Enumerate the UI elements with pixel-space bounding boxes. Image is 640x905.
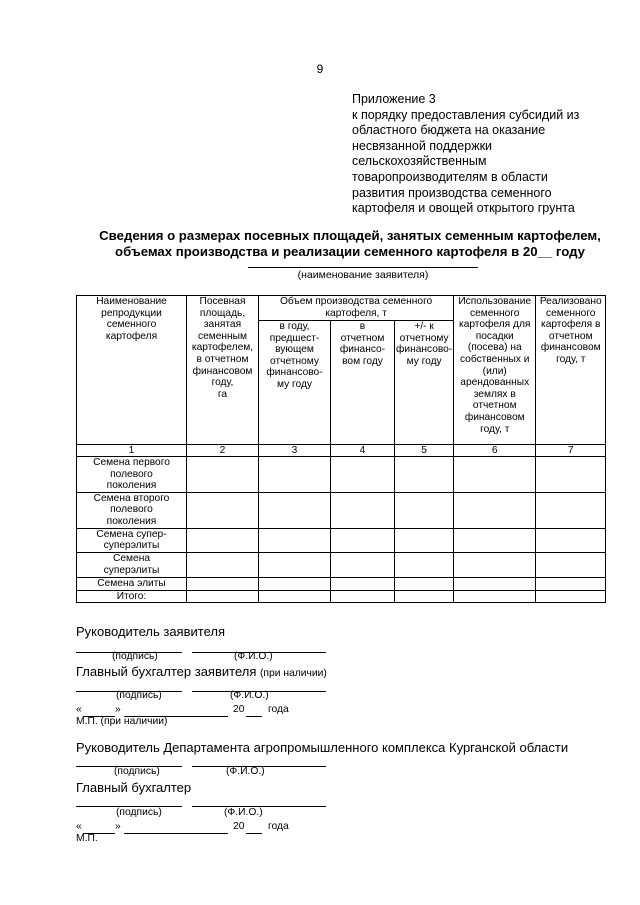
date-suffix: года: [268, 821, 289, 832]
row-label: Семена супер- суперэлиты: [77, 528, 187, 552]
table-cell[interactable]: [454, 577, 536, 590]
date-year-prefix: 20: [233, 821, 245, 832]
title-line: объемах производства и реализации семенного картофеля в 20__ году: [115, 244, 585, 259]
table-cell[interactable]: [395, 552, 454, 577]
date-year-prefix: 20: [233, 704, 245, 715]
date-open-quote: «: [76, 821, 82, 832]
table-cell[interactable]: [536, 492, 606, 528]
table-cell[interactable]: [259, 457, 331, 493]
appendix-line: развития производства семенного: [352, 185, 552, 200]
table-cell[interactable]: [187, 552, 259, 577]
table-cell[interactable]: [187, 457, 259, 493]
header-col-6: Использование семенного картофеля для посадки (посева) на собственных и (или) арендованных землях в отчетном финансовом году, т: [454, 296, 536, 445]
signature-caption: (подпись): [114, 766, 160, 777]
table-cell[interactable]: [187, 577, 259, 590]
table-cell[interactable]: [536, 457, 606, 493]
date-close-quote: »: [115, 821, 121, 832]
table-cell[interactable]: [259, 528, 331, 552]
table-cell[interactable]: [454, 492, 536, 528]
date-open-quote: «: [76, 704, 82, 715]
date-month-line[interactable]: [124, 833, 228, 834]
date-suffix: года: [268, 704, 289, 715]
if-any-note: (при наличии): [260, 668, 327, 679]
table-cell[interactable]: [395, 577, 454, 590]
row-label: Семена первого полевого поколения: [77, 457, 187, 493]
table-cell[interactable]: [259, 590, 331, 603]
applicant-name-line: [248, 267, 478, 268]
row-label: Семена элиты: [77, 577, 187, 590]
signature-caption: (подпись): [116, 690, 162, 701]
table-cell[interactable]: [331, 457, 395, 493]
table-cell[interactable]: [536, 528, 606, 552]
data-table: [76, 295, 606, 603]
row-label: Семена суперэлиты: [77, 552, 187, 577]
table-cell[interactable]: [259, 552, 331, 577]
fio-caption: (Ф.И.О.): [224, 807, 263, 818]
appendix-line: сельскохозяйственным: [352, 154, 487, 169]
table-cell[interactable]: [187, 492, 259, 528]
table-cell[interactable]: [395, 492, 454, 528]
title-line: Сведения о размерах посевных площадей, занятых семенным картофелем,: [99, 228, 601, 243]
table-cell[interactable]: [395, 457, 454, 493]
table-cell[interactable]: [536, 590, 606, 603]
fio-caption: (Ф.И.О.): [226, 766, 265, 777]
header-col-1: Наименование репродукции семенного картофеля: [77, 296, 187, 445]
column-number: 4: [331, 445, 395, 457]
table-cell[interactable]: [331, 577, 395, 590]
table-cell[interactable]: [395, 528, 454, 552]
appendix-line: товаропроизводителям в области: [352, 169, 548, 184]
fio-caption: (Ф.И.О.): [234, 651, 273, 662]
appendix-line: Приложение 3: [352, 92, 436, 106]
chief-accountant-label: Главный бухгалтер: [76, 780, 192, 795]
table-cell[interactable]: [454, 552, 536, 577]
table-cell[interactable]: [331, 552, 395, 577]
table-cell[interactable]: [259, 492, 331, 528]
applicant-caption: (наименование заявителя): [297, 269, 429, 281]
header-col-4: в отчетном финансо- вом году: [331, 321, 395, 445]
signature-caption: (подпись): [112, 651, 158, 662]
fio-caption: (Ф.И.О.): [230, 690, 269, 701]
date-year-line[interactable]: [246, 716, 262, 717]
table-cell[interactable]: [536, 577, 606, 590]
table-cell[interactable]: [454, 457, 536, 493]
header-col-5: +/- к отчетному финансово- му году: [395, 321, 454, 445]
head-department-label: Руководитель Департамента агропромышленного комплекса Курганской области: [76, 740, 569, 755]
column-number: 3: [259, 445, 331, 457]
date-close-quote: »: [115, 704, 121, 715]
column-number: 7: [536, 445, 606, 457]
header-group-production: Объем производства семенного картофеля, т: [259, 296, 454, 321]
appendix-line: картофеля и овощей открытого грунта: [352, 201, 575, 216]
stamp-if-any: М.П. (при наличии): [76, 716, 168, 727]
table-cell[interactable]: [536, 552, 606, 577]
table-cell[interactable]: [331, 528, 395, 552]
table-cell[interactable]: [187, 590, 259, 603]
row-label: Семена второго полевого поколения: [77, 492, 187, 528]
page-number: 9: [316, 62, 324, 76]
signature-caption: (подпись): [116, 807, 162, 818]
appendix-block: [352, 92, 612, 217]
stamp-label: М.П.: [76, 833, 98, 844]
row-label: Итого:: [77, 590, 187, 603]
document-title: [60, 228, 640, 260]
header-col-3: в году, предшест- вующем отчетному финансово- му году: [259, 321, 331, 445]
column-number: 2: [187, 445, 259, 457]
header-col-7: Реализовано семенного картофеля в отчетном финансовом году, т: [536, 296, 606, 445]
appendix-line: к порядку предоставления субсидий из: [352, 107, 580, 122]
table-cell[interactable]: [454, 590, 536, 603]
chief-accountant-applicant-label: Главный бухгалтер заявителя: [76, 664, 257, 679]
table-cell[interactable]: [454, 528, 536, 552]
column-number: 5: [395, 445, 454, 457]
table-cell[interactable]: [395, 590, 454, 603]
table-cell[interactable]: [187, 528, 259, 552]
chief-accountant-applicant: [76, 664, 327, 679]
appendix-line: областного бюджета на оказание: [352, 123, 546, 138]
table-cell[interactable]: [331, 492, 395, 528]
appendix-line: несвязанной поддержки: [352, 138, 493, 153]
table-cell[interactable]: [259, 577, 331, 590]
head-applicant-label: Руководитель заявителя: [76, 624, 225, 639]
table-cell[interactable]: [331, 590, 395, 603]
header-col-2: Посевная площадь, занятая семенным картофелем, в отчетном финансовом году, га: [187, 296, 259, 445]
column-number: 1: [77, 445, 187, 457]
date-year-line[interactable]: [246, 833, 262, 834]
column-number: 6: [454, 445, 536, 457]
